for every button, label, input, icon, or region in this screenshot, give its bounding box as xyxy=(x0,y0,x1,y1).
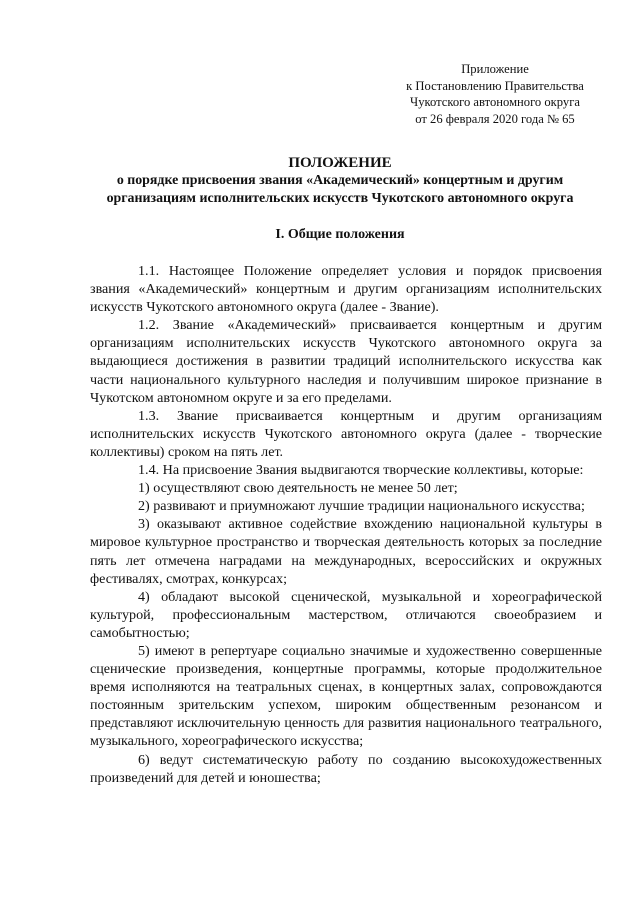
paragraph-1-1: 1.1. Настоящее Положение определяет условия и порядок присвоения звания «Академический» концертным и другим организациям исполнительских искусств Чукотского автономного округа (далее - Звание). xyxy=(90,263,602,316)
list-item-5: 5) имеют в репертуаре социально значимые и художественно совершенные сценические произведения, концертные программы, которые продолжительное время исполняются на театральных сценах, в концертных залах, сопровождаются постоянным зрительским успехом, широким общественным резонансом и представляют исключительную ценность для развития национального театрального, музыкального, хореографического искусства; xyxy=(90,642,602,750)
list-item-6: 6) ведут систематическую работу по созданию высокохудожественных произведений для детей и юношества; xyxy=(90,751,602,786)
appendix-line-1: Приложение xyxy=(461,62,529,76)
body-text xyxy=(90,262,602,787)
appendix-line-4: от 26 февраля 2020 года № 65 xyxy=(415,111,575,126)
list-item-3: 3) оказывают активное содействие вхождению национальной культуры в мировое культурное пространство и творческая деятельность которых за последние пять лет отмечена наградами на международных, всероссийских и окружных фестивалях, смотрах, конкурсах; xyxy=(90,516,602,587)
document-title xyxy=(70,154,610,207)
section-heading: I. Общие положения xyxy=(275,227,405,242)
list-item-2: 2) развивают и приумножают лучшие традиции национального искусства; xyxy=(138,498,585,515)
list-item-1: 1) осуществляют свою деятельность не менее 50 лет; xyxy=(138,480,458,497)
paragraph-1-2: 1.2. Звание «Академический» присваивается концертным и другим организациям исполнительских искусств Чукотского автономного округа за выдающиеся достижения в развитии традиций исполнительского искусства как части национального культурного наследия и получившим широкое признание в Чукотском автономном округе и за его пределами. xyxy=(90,317,602,406)
title-heading: ПОЛОЖЕНИЕ xyxy=(288,155,392,171)
paragraph-1-4: 1.4. На присвоение Звания выдвигаются творческие коллективы, которые: xyxy=(138,462,584,479)
appendix-note xyxy=(380,61,610,127)
title-line-1: о порядке присвоения звания «Академический» концертным и другим xyxy=(116,173,564,188)
list-item-4: 4) обладают высокой сценической, музыкальной и хореографической культурой, профессиональным мастерством, отличаются своеобразием и самобытностью; xyxy=(90,588,602,641)
paragraph-1-3: 1.3. Звание присваивается концертным и другим организациям исполнительских искусств Чукотского автономного округа (далее - творческие коллективы) сроком на пять лет. xyxy=(90,407,602,460)
appendix-line-2: к Постановлению Правительства xyxy=(406,78,584,93)
appendix-line-3: Чукотского автономного округа xyxy=(410,95,580,110)
title-line-2: организациям исполнительских искусств Чукотского автономного округа xyxy=(106,190,574,206)
